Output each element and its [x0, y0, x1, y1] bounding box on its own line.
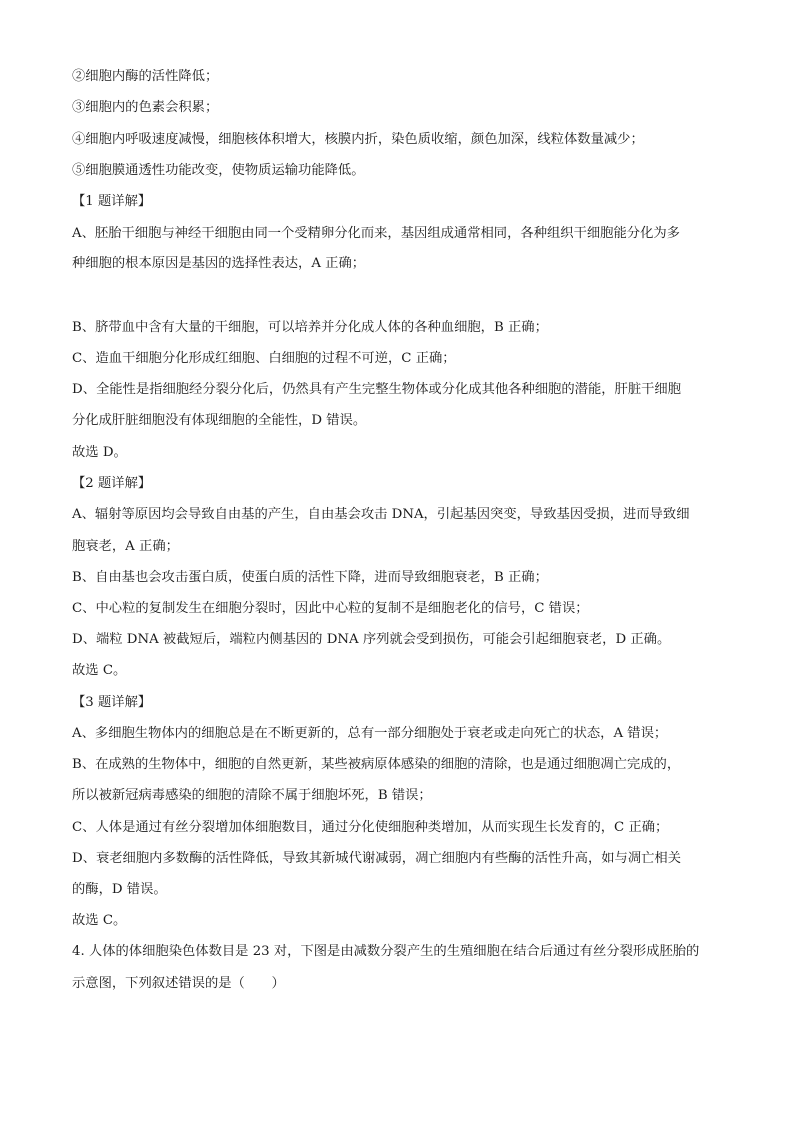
text-line: B、脐带血中含有大量的干细胞，可以培养并分化成人体的各种血细胞，B 正确；: [72, 320, 548, 335]
question-text: 4. 人体的体细胞染色体数目是 23 对，下图是由减数分裂产生的生殖细胞在结合后通过有丝分裂形成胚胎的: [72, 944, 700, 959]
section-heading: 【3 题详解】: [72, 695, 152, 710]
text-line: D、端粒 DNA 被截短后，端粒内侧基因的 DNA 序列就会受到损伤，可能会引起细胞衰老，D 正确。: [72, 632, 671, 647]
answer-line: 故选 D。: [72, 445, 127, 460]
text-line: C、造血干细胞分化形成红细胞、白细胞的过程不可逆，C 正确；: [72, 351, 456, 366]
section-heading: 【1 题详解】: [72, 194, 152, 209]
text-line: D、衰老细胞内多数酶的活性降低，导致其新城代谢减弱，凋亡细胞内有些酶的活性升高，如与凋亡相关: [72, 851, 682, 866]
text-line: B、在成熟的生物体中，细胞的自然更新，某些被病原体感染的细胞的清除，也是通过细胞凋亡完成的，: [72, 757, 681, 772]
text-line: 种细胞的根本原因是基因的选择性表达，A 正确；: [72, 256, 366, 271]
text-line: A、辐射等原因均会导致自由基的产生，自由基会攻击 DNA，引起基因突变，导致基因受损，进而导致细: [72, 507, 690, 522]
text-line: B、自由基也会攻击蛋白质，使蛋白质的活性下降，进而导致细胞衰老，B 正确；: [72, 570, 548, 585]
text-line: C、人体是通过有丝分裂增加体细胞数目，通过分化使细胞种类增加，从而实现生长发育的，C 正确；: [72, 820, 669, 835]
text-line: A、胚胎干细胞与神经干细胞由同一个受精卵分化而来，基因组成通常相同，各种组织干细胞能分化为多: [72, 226, 680, 241]
text-line: 分化成肝脏细胞没有体现细胞的全能性，D 错误。: [72, 413, 367, 428]
text-line: A、多细胞生物体内的细胞总是在不断更新的，总有一部分细胞处于衰老或走向死亡的状态，A 错误；: [72, 726, 668, 741]
answer-line: 故选 C。: [72, 913, 127, 928]
text-line: 胞衰老，A 正确；: [72, 539, 179, 554]
section-heading: 【2 题详解】: [72, 476, 152, 491]
text-line: ②细胞内酶的活性降低；: [72, 69, 219, 84]
question-text: 示意图，下列叙述错误的是（ ）: [72, 976, 285, 991]
text-line: ⑤细胞膜通透性功能改变，使物质运输功能降低。: [72, 163, 365, 178]
text-line: 所以被新冠病毒感染的细胞的清除不属于细胞坏死，B 错误；: [72, 788, 432, 803]
text-line: ③细胞内的色素会积累；: [72, 100, 219, 115]
text-line: C、中心粒的复制发生在细胞分裂时，因此中心粒的复制不是细胞老化的信号，C 错误；: [72, 601, 589, 616]
text-line: ④细胞内呼吸速度减慢，细胞核体积增大，核膜内折，染色质收缩，颜色加深，线粒体数量减少；: [72, 132, 644, 147]
text-line: 的酶，D 错误。: [72, 882, 167, 897]
text-line: D、全能性是指细胞经分裂分化后，仍然具有产生完整生物体或分化成其他各种细胞的潜能，肝脏干细胞: [72, 382, 682, 397]
answer-line: 故选 C。: [72, 663, 127, 678]
